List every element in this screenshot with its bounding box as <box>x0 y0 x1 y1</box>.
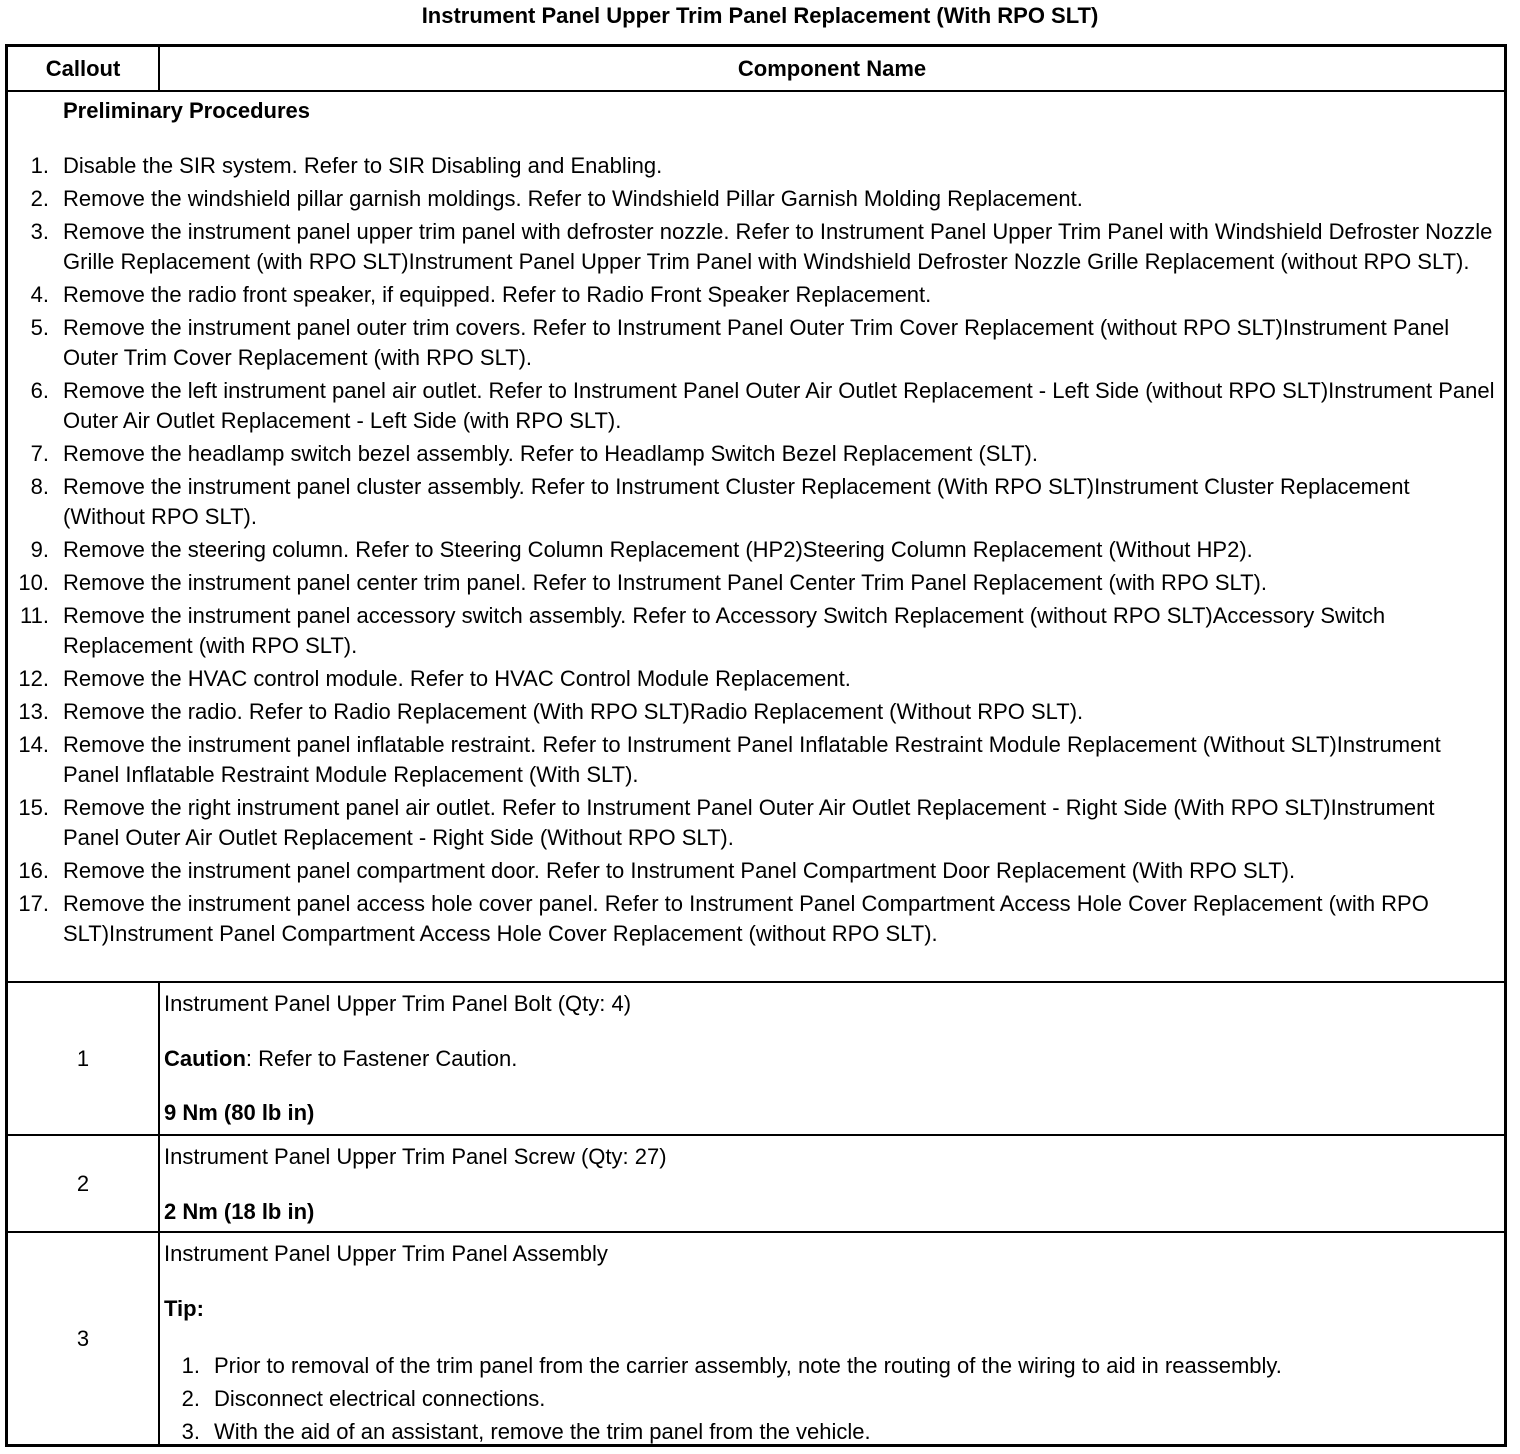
step-number: 10. <box>18 570 49 595</box>
list-item <box>8 313 1504 373</box>
tip-text: Prior to removal of the trim panel from the carrier assembly, note the routing of the wiring to aid in reassembly. <box>214 1353 1282 1378</box>
component-cell <box>160 983 1504 1134</box>
torque-spec: 2 Nm (18 lb in) <box>164 1199 315 1224</box>
component-name: Instrument Panel Upper Trim Panel Bolt (Qty: 4) <box>164 991 632 1016</box>
list-item <box>8 730 1504 790</box>
preliminary-title: Preliminary Procedures <box>63 98 311 123</box>
step-text: Remove the steering column. Refer to Steering Column Replacement (HP2)Steering Column Replacement (Without HP2). <box>63 537 1253 562</box>
tip-text: Disconnect electrical connections. <box>214 1386 546 1411</box>
preliminary-procedures <box>8 92 1504 983</box>
step-text: Remove the right instrument panel air outlet. Refer to Instrument Panel Outer Air Outlet Replacement - Right Side (With RPO SLT)Instrument Panel Outer Air Outlet Replacement - Right Side (Without RPO SLT). <box>63 795 1435 850</box>
step-text: Remove the windshield pillar garnish moldings. Refer to Windshield Pillar Garnish Molding Replacement. <box>63 186 1083 211</box>
list-item <box>8 889 1504 949</box>
list-item <box>8 535 1504 565</box>
preliminary-steps <box>8 151 1504 952</box>
step-number: 2. <box>30 186 49 211</box>
step-number: 3. <box>30 219 49 244</box>
caution-label: Caution <box>164 1046 246 1071</box>
tip-label: Tip: <box>164 1296 204 1321</box>
page-title: Instrument Panel Upper Trim Panel Replacement (With RPO SLT) <box>421 3 1099 28</box>
step-number: 12. <box>18 666 49 691</box>
step-number: 6. <box>30 378 49 403</box>
step-number: 13. <box>18 699 49 724</box>
table-header <box>8 47 1504 92</box>
torque-spec: 9 Nm (80 lb in) <box>164 1100 315 1125</box>
table-row <box>8 983 1504 1136</box>
callout-cell: 1 <box>8 983 160 1134</box>
component-cell <box>160 1136 1504 1231</box>
step-text: Remove the instrument panel accessory switch assembly. Refer to Accessory Switch Replacement (without RPO SLT)Accessory Switch Replacement (with RPO SLT). <box>63 603 1386 658</box>
step-number: 4. <box>30 282 49 307</box>
tip-number: 1. <box>181 1353 200 1378</box>
step-number: 5. <box>30 315 49 340</box>
list-item <box>8 376 1504 436</box>
step-text: Remove the radio front speaker, if equipped. Refer to Radio Front Speaker Replacement. <box>63 282 932 307</box>
list-item <box>8 439 1504 469</box>
tip-list <box>164 1351 1282 1450</box>
step-text: Remove the instrument panel access hole cover panel. Refer to Instrument Panel Compartment Access Hole Cover Replacement (with RPO SLT)Instrument Panel Compartment Access Hole Cover Replacement (without RPO SLT). <box>63 891 1429 946</box>
step-text: Remove the HVAC control module. Refer to HVAC Control Module Replacement. <box>63 666 851 691</box>
step-text: Remove the instrument panel outer trim covers. Refer to Instrument Panel Outer Trim Cover Replacement (without RPO SLT)Instrument Panel Outer Trim Cover Replacement (with RPO SLT). <box>63 315 1450 370</box>
header-callout: Callout <box>8 47 160 90</box>
list-item <box>8 280 1504 310</box>
list-item <box>8 697 1504 727</box>
step-text: Disable the SIR system. Refer to SIR Disabling and Enabling. <box>63 153 663 178</box>
tip-number: 3. <box>181 1419 200 1444</box>
list-item <box>8 856 1504 886</box>
step-number: 7. <box>30 441 49 466</box>
list-item <box>164 1417 1282 1447</box>
step-number: 17. <box>18 891 49 916</box>
step-text: Remove the instrument panel inflatable restraint. Refer to Instrument Panel Inflatable Restraint Module Replacement (Without SLT)Instrument Panel Inflatable Restraint Module Replacement (With SLT). <box>63 732 1441 787</box>
list-item <box>164 1351 1282 1381</box>
tip-text: With the aid of an assistant, remove the trim panel from the vehicle. <box>214 1419 871 1444</box>
step-text: Remove the radio. Refer to Radio Replacement (With RPO SLT)Radio Replacement (Without RPO SLT). <box>63 699 1084 724</box>
list-item <box>8 184 1504 214</box>
list-item <box>8 664 1504 694</box>
step-number: 16. <box>18 858 49 883</box>
list-item <box>164 1384 1282 1414</box>
caution-text: : Refer to Fastener Caution. <box>245 1046 518 1071</box>
table-row <box>8 1233 1504 1444</box>
step-number: 9. <box>30 537 49 562</box>
step-text: Remove the instrument panel center trim panel. Refer to Instrument Panel Center Trim Panel Replacement (with RPO SLT). <box>63 570 1267 595</box>
step-number: 1. <box>30 153 49 178</box>
component-name: Instrument Panel Upper Trim Panel Assembly <box>164 1241 608 1266</box>
component-name: Instrument Panel Upper Trim Panel Screw (Qty: 27) <box>164 1144 667 1169</box>
component-cell <box>160 1233 1504 1444</box>
step-number: 11. <box>20 603 49 628</box>
step-number: 14. <box>18 732 49 757</box>
callout-cell: 3 <box>8 1233 160 1444</box>
step-text: Remove the headlamp switch bezel assembly. Refer to Headlamp Switch Bezel Replacement (SLT). <box>63 441 1038 466</box>
list-item <box>8 793 1504 853</box>
list-item <box>8 568 1504 598</box>
callout-cell: 2 <box>8 1136 160 1231</box>
list-item <box>8 217 1504 277</box>
step-text: Remove the instrument panel upper trim panel with defroster nozzle. Refer to Instrument Panel Upper Trim Panel with Windshield Defroster Nozzle Grille Replacement (with RPO SLT)Instrument Panel Upper Trim Panel with Windshield Defroster Nozzle Grille Replacement (without RPO SLT). <box>63 219 1493 274</box>
tip-number: 2. <box>181 1386 200 1411</box>
table-row <box>8 1136 1504 1233</box>
header-component-name: Component Name <box>737 56 927 81</box>
step-text: Remove the instrument panel compartment door. Refer to Instrument Panel Compartment Door Replacement (With RPO SLT). <box>63 858 1296 883</box>
step-number: 8. <box>30 474 49 499</box>
list-item <box>8 472 1504 532</box>
procedure-table <box>5 44 1507 1447</box>
list-item <box>8 151 1504 181</box>
list-item <box>8 601 1504 661</box>
step-text: Remove the left instrument panel air outlet. Refer to Instrument Panel Outer Air Outlet Replacement - Left Side (without RPO SLT)Instrument Panel Outer Air Outlet Replacement - Left Side (with RPO SLT). <box>63 378 1495 433</box>
step-number: 15. <box>18 795 49 820</box>
caution-note <box>164 1044 517 1074</box>
step-text: Remove the instrument panel cluster assembly. Refer to Instrument Cluster Replacement (With RPO SLT)Instrument Cluster Replacement (Without RPO SLT). <box>63 474 1410 529</box>
